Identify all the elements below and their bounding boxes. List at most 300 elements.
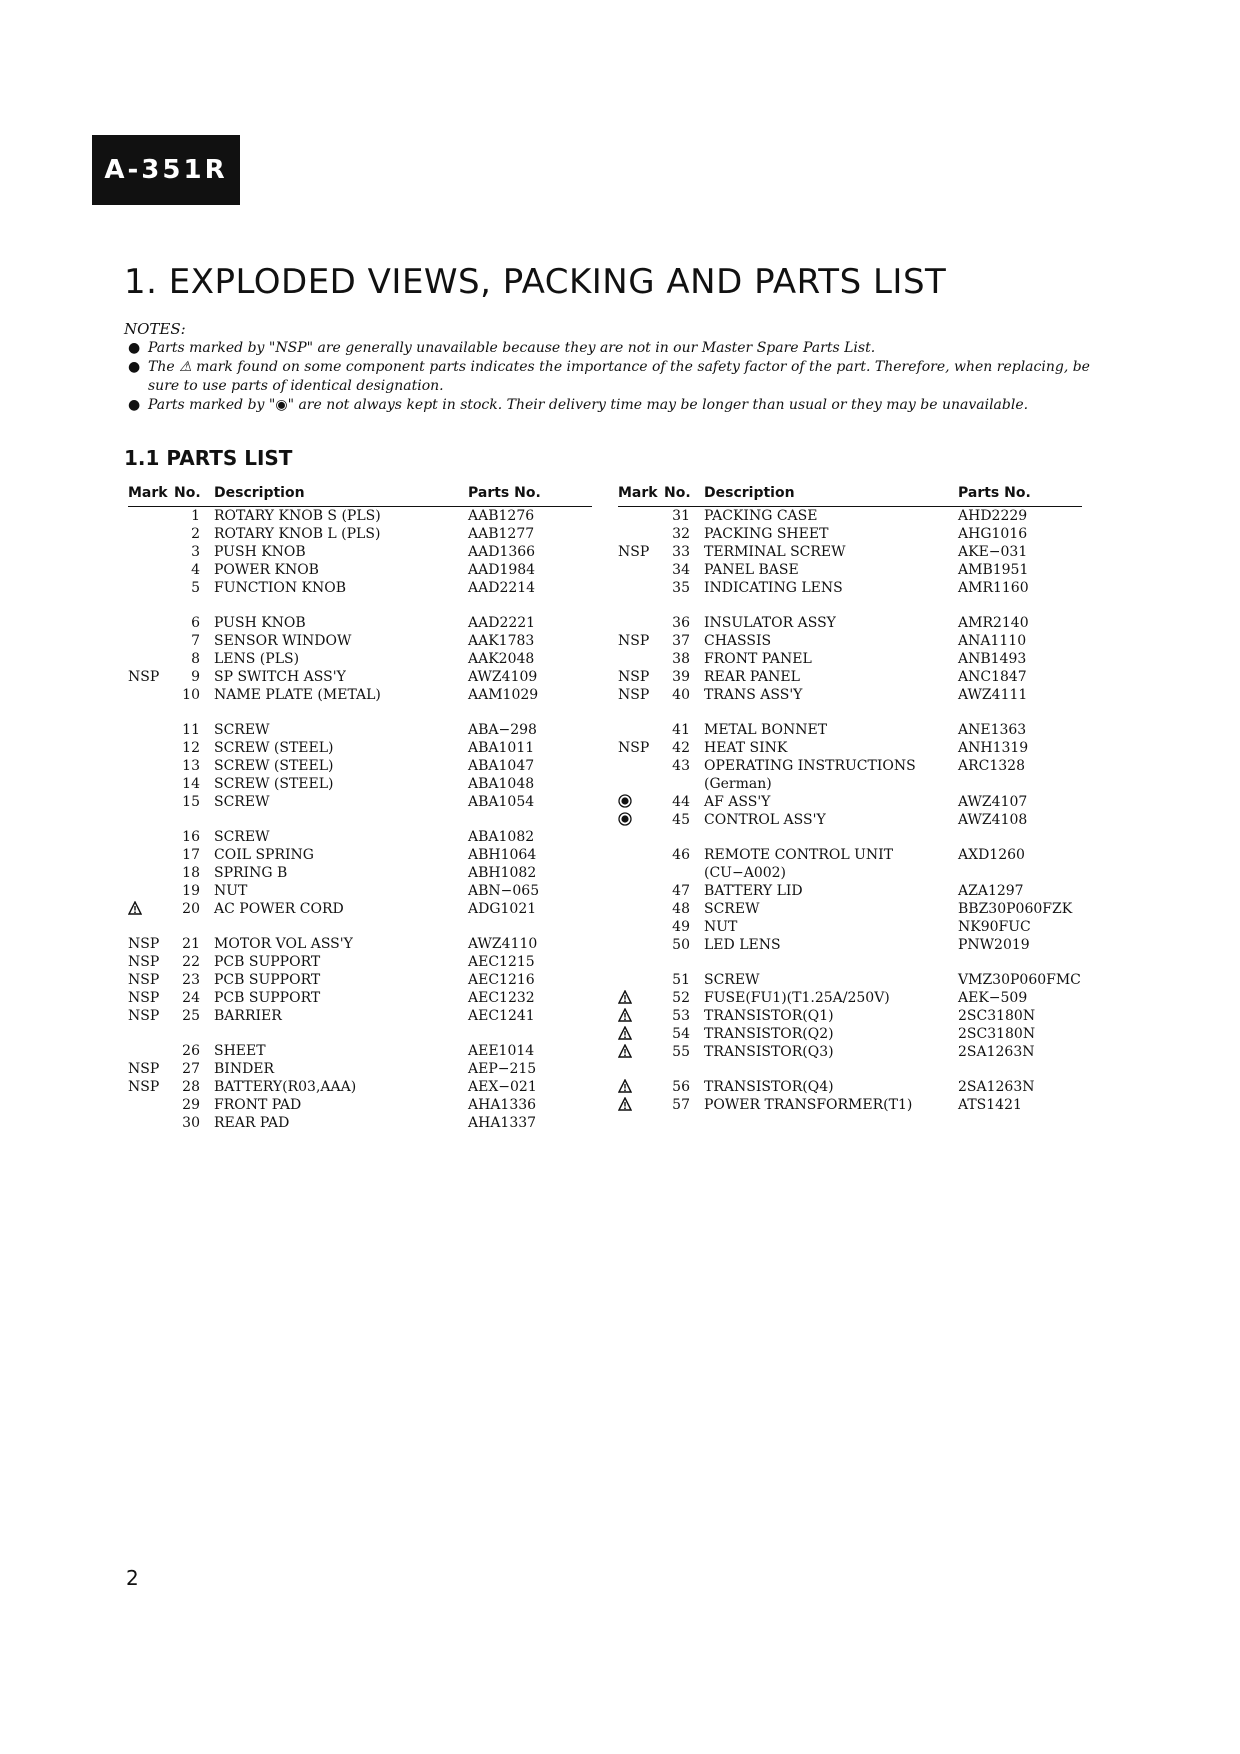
mark-cell [618, 507, 664, 526]
part-number: ARC1328 [958, 758, 1025, 774]
part-number: ABA1011 [468, 740, 535, 756]
item-description: SP SWITCH ASS'Y [214, 669, 346, 685]
mark-cell [618, 579, 664, 597]
part-number: AAD2214 [468, 580, 536, 596]
item-description: CHASSIS [704, 633, 772, 649]
item-number: 10 [182, 687, 200, 703]
stock-icon [618, 794, 632, 808]
table-row [128, 900, 592, 918]
item-number: 14 [182, 776, 200, 792]
item-number: 33 [672, 544, 690, 560]
stock-icon [618, 812, 632, 826]
table-row [618, 561, 1082, 579]
item-number: 55 [672, 1044, 690, 1060]
table-row [128, 1007, 592, 1025]
warning-icon [618, 1044, 632, 1058]
item-number: 48 [672, 901, 690, 917]
parts-table-left [128, 484, 592, 1132]
item-number: 51 [672, 972, 690, 988]
item-number: 25 [182, 1008, 200, 1024]
mark-cell: NSP [618, 669, 650, 685]
item-number: 6 [191, 615, 200, 631]
part-number: AEP−215 [468, 1061, 537, 1077]
item-description: SCREW (STEEL) [214, 776, 334, 792]
part-number: ANA1110 [958, 633, 1027, 649]
item-number: 15 [182, 794, 200, 810]
mark-cell: NSP [128, 1008, 160, 1024]
note-item [124, 339, 1124, 358]
mark-cell [128, 525, 174, 543]
bullet-icon: ● [128, 340, 141, 356]
mark-cell [618, 650, 664, 668]
item-number: 12 [182, 740, 200, 756]
item-description: BINDER [214, 1061, 275, 1077]
part-number: ABA1082 [468, 829, 535, 845]
mark-cell [128, 543, 174, 561]
item-description: SCREW [704, 972, 760, 988]
table-row [618, 1025, 1082, 1043]
item-number: 41 [672, 722, 690, 738]
mark-cell [618, 989, 664, 1007]
table-row [618, 793, 1082, 811]
mark-cell [128, 579, 174, 597]
item-number: 56 [672, 1079, 690, 1095]
item-description: REAR PAD [214, 1115, 290, 1131]
item-description: TRANS ASS'Y [704, 687, 803, 703]
item-number: 21 [182, 936, 200, 952]
part-number: AWZ4107 [958, 794, 1028, 810]
table-row [128, 650, 592, 668]
item-number: 37 [672, 633, 690, 649]
part-number: ABA−298 [468, 722, 537, 738]
item-number: 49 [672, 919, 690, 935]
table-row [128, 1060, 592, 1078]
note-text: Parts marked by "◉" are not always kept in stock. Their delivery time may be longer than usual or they may be unavailable. [148, 397, 1029, 413]
page-title: 1. EXPLODED VIEWS, PACKING AND PARTS LIST [124, 262, 947, 302]
bullet-icon: ● [128, 397, 141, 413]
item-description: PACKING CASE [704, 508, 818, 524]
note-text: The ⚠ mark found on some component parts indicates the importance of the safety factor of the part. Therefore, when replacing, be sure to use parts of identical designation. [148, 359, 1090, 394]
item-description: TERMINAL SCREW [704, 544, 846, 560]
item-number: 24 [182, 990, 200, 1006]
part-number: AHD2229 [958, 508, 1028, 524]
mark-cell [618, 1025, 664, 1043]
mark-cell [128, 650, 174, 668]
mark-cell [128, 900, 174, 918]
part-number: AEC1232 [468, 990, 535, 1006]
part-number: AAK2048 [468, 651, 535, 667]
mark-cell [128, 739, 174, 757]
bullet-icon: ● [128, 359, 141, 375]
item-description: SCREW [214, 794, 270, 810]
table-row [128, 543, 592, 561]
header-mark: Mark [128, 484, 174, 507]
mark-cell [618, 829, 664, 864]
table-row [128, 757, 592, 775]
item-description: PUSH KNOB [214, 544, 306, 560]
part-number: ADG1021 [468, 901, 537, 917]
item-description: CONTROL ASS'Y [704, 812, 826, 828]
mark-cell [128, 864, 174, 882]
part-number: AMR2140 [958, 615, 1029, 631]
item-number: 30 [182, 1115, 200, 1131]
table-row [618, 900, 1082, 918]
item-description: AC POWER CORD [214, 901, 344, 917]
table-row [618, 597, 1082, 632]
mark-cell [618, 900, 664, 918]
item-number: 42 [672, 740, 690, 756]
item-description: BATTERY(R03,AAA) [214, 1079, 357, 1095]
table-row [128, 882, 592, 900]
item-number: 18 [182, 865, 200, 881]
item-number: 20 [182, 901, 200, 917]
table-row [618, 1096, 1082, 1114]
part-number: ABA1048 [468, 776, 535, 792]
item-number: 32 [672, 526, 690, 542]
part-number: AXD1260 [958, 847, 1025, 863]
item-description: TRANSISTOR(Q3) [704, 1044, 834, 1060]
item-description: PCB SUPPORT [214, 972, 321, 988]
table-row [618, 954, 1082, 989]
item-description: BATTERY LID [704, 883, 803, 899]
table-row [618, 525, 1082, 543]
item-description: SCREW (STEEL) [214, 758, 334, 774]
item-description: PCB SUPPORT [214, 990, 321, 1006]
mark-cell [618, 936, 664, 954]
item-description: FRONT PAD [214, 1097, 302, 1113]
mark-cell [128, 686, 174, 704]
item-number: 9 [191, 669, 200, 685]
warning-icon [618, 1026, 632, 1040]
item-description: OPERATING INSTRUCTIONS [704, 758, 916, 774]
item-description: SCREW [214, 722, 270, 738]
mark-cell [128, 775, 174, 793]
part-number: AEX−021 [468, 1079, 537, 1095]
mark-cell: NSP [128, 669, 160, 685]
item-description: FUNCTION KNOB [214, 580, 346, 596]
item-description: NUT [214, 883, 248, 899]
part-number: VMZ30P060FMC [958, 972, 1081, 988]
mark-cell [128, 1114, 174, 1132]
part-number: NK90FUC [958, 919, 1031, 935]
item-description: (CU−A002) [704, 865, 786, 881]
mark-cell [128, 793, 174, 811]
item-description: PUSH KNOB [214, 615, 306, 631]
header-parts-no: Parts No. [958, 484, 1082, 507]
item-description: ROTARY KNOB S (PLS) [214, 508, 381, 524]
table-row [618, 543, 1082, 561]
item-number [664, 864, 704, 882]
mark-cell [128, 846, 174, 864]
table-row [618, 739, 1082, 757]
item-number: 34 [672, 562, 690, 578]
part-number: ABN−065 [468, 883, 540, 899]
mark-cell [618, 864, 664, 882]
part-number: AHA1336 [468, 1097, 537, 1113]
part-number: AWZ4111 [958, 687, 1028, 703]
table-row [618, 918, 1082, 936]
header-description: Description [704, 484, 958, 507]
warning-icon [128, 901, 142, 915]
item-description: REAR PANEL [704, 669, 800, 685]
notes-heading: NOTES: [124, 320, 186, 338]
item-number: 7 [191, 633, 200, 649]
item-description: INSULATOR ASSY [704, 615, 836, 631]
item-number: 11 [182, 722, 200, 738]
mark-cell [128, 704, 174, 739]
header-parts-no: Parts No. [468, 484, 592, 507]
item-description: MOTOR VOL ASS'Y [214, 936, 353, 952]
table-row [128, 775, 592, 793]
table-row [618, 882, 1082, 900]
item-number [664, 775, 704, 793]
item-number: 22 [182, 954, 200, 970]
note-item [124, 358, 1124, 396]
table-row [128, 864, 592, 882]
part-number [958, 864, 1082, 882]
part-number: AWZ4108 [958, 812, 1028, 828]
item-description: PACKING SHEET [704, 526, 829, 542]
item-number: 47 [672, 883, 690, 899]
item-number: 1 [191, 508, 200, 524]
item-description: TRANSISTOR(Q2) [704, 1026, 834, 1042]
mark-cell: NSP [128, 990, 160, 1006]
item-number: 31 [672, 508, 690, 524]
table-row [618, 757, 1082, 775]
item-number: 43 [672, 758, 690, 774]
item-number: 13 [182, 758, 200, 774]
item-number: 44 [672, 794, 690, 810]
part-number: BBZ30P060FZK [958, 901, 1073, 917]
mark-cell [618, 954, 664, 989]
item-description: AF ASS'Y [704, 794, 771, 810]
part-number: 2SA1263N [958, 1079, 1035, 1095]
mark-cell [128, 811, 174, 846]
notes-block [124, 320, 1124, 415]
mark-cell [618, 882, 664, 900]
item-number: 17 [182, 847, 200, 863]
table-row [618, 775, 1082, 793]
mark-cell [618, 793, 664, 811]
part-number: AAK1783 [468, 633, 535, 649]
model-tag [92, 135, 240, 205]
mark-cell [128, 561, 174, 579]
table-row [618, 668, 1082, 686]
item-number: 35 [672, 580, 690, 596]
warning-icon [618, 1008, 632, 1022]
mark-cell [618, 1007, 664, 1025]
item-number: 54 [672, 1026, 690, 1042]
table-row [618, 989, 1082, 1007]
part-number: AAD1366 [468, 544, 536, 560]
item-number: 19 [182, 883, 200, 899]
part-number: ATS1421 [958, 1097, 1022, 1113]
mark-cell: NSP [128, 1061, 160, 1077]
part-number: AHG1016 [958, 526, 1028, 542]
model-label: A-351R [104, 155, 228, 185]
item-description: FRONT PANEL [704, 651, 812, 667]
mark-cell [128, 1096, 174, 1114]
item-description: POWER KNOB [214, 562, 319, 578]
warning-icon [618, 1079, 632, 1093]
table-row [128, 953, 592, 971]
table-row [618, 579, 1082, 597]
table-row [128, 1114, 592, 1132]
table-row [618, 704, 1082, 739]
table-row [128, 597, 592, 632]
table-row [128, 525, 592, 543]
item-number: 57 [672, 1097, 690, 1113]
mark-cell [618, 525, 664, 543]
part-number: ANC1847 [958, 669, 1027, 685]
table-row [128, 739, 592, 757]
table-row [618, 1043, 1082, 1061]
item-description: BARRIER [214, 1008, 282, 1024]
item-number: 29 [182, 1097, 200, 1113]
part-number: AWZ4109 [468, 669, 538, 685]
part-number: ANB1493 [958, 651, 1027, 667]
header-no: No. [174, 484, 214, 507]
table-row [128, 846, 592, 864]
item-description: HEAT SINK [704, 740, 788, 756]
part-number: ABH1082 [468, 865, 537, 881]
part-number: 2SA1263N [958, 1044, 1035, 1060]
item-description: TRANSISTOR(Q4) [704, 1079, 834, 1095]
table-row [128, 704, 592, 739]
item-number: 26 [182, 1043, 200, 1059]
table-row [128, 989, 592, 1007]
table-row [128, 686, 592, 704]
mark-cell: NSP [128, 972, 160, 988]
header-mark: Mark [618, 484, 664, 507]
part-number: AMR1160 [958, 580, 1029, 596]
item-number: 28 [182, 1079, 200, 1095]
item-description: SENSOR WINDOW [214, 633, 352, 649]
table-row [128, 793, 592, 811]
mark-cell [128, 757, 174, 775]
item-description: COIL SPRING [214, 847, 314, 863]
note-item [124, 396, 1124, 415]
mark-cell: NSP [128, 1079, 160, 1095]
table-row [618, 1061, 1082, 1096]
mark-cell [128, 507, 174, 526]
part-number: AHA1337 [468, 1115, 537, 1131]
item-description: PANEL BASE [704, 562, 799, 578]
parts-table-right [618, 484, 1082, 1114]
mark-cell: NSP [128, 936, 160, 952]
mark-cell [618, 918, 664, 936]
part-number: ABH1064 [468, 847, 537, 863]
item-number: 4 [191, 562, 200, 578]
item-description: POWER TRANSFORMER(T1) [704, 1097, 913, 1113]
mark-cell [618, 1096, 664, 1114]
table-row [128, 632, 592, 650]
header-no: No. [664, 484, 704, 507]
mark-cell [618, 757, 664, 775]
table-row [128, 971, 592, 989]
table-row [128, 811, 592, 846]
table-row [618, 632, 1082, 650]
section-title: 1.1 PARTS LIST [124, 446, 293, 470]
mark-cell [128, 1025, 174, 1060]
item-number: 2 [191, 526, 200, 542]
mark-cell [618, 561, 664, 579]
part-number: AAD2221 [468, 615, 536, 631]
header-description: Description [214, 484, 468, 507]
part-number: 2SC3180N [958, 1026, 1036, 1042]
mark-cell [128, 882, 174, 900]
table-row [618, 1007, 1082, 1025]
item-description: INDICATING LENS [704, 580, 843, 596]
item-description: SCREW [704, 901, 760, 917]
page-number: 2 [126, 1566, 139, 1590]
mark-cell: NSP [618, 740, 650, 756]
item-description: PCB SUPPORT [214, 954, 321, 970]
part-number: ANE1363 [958, 722, 1027, 738]
mark-cell: NSP [618, 544, 650, 560]
mark-cell [618, 811, 664, 829]
part-number: ABA1047 [468, 758, 535, 774]
part-number [958, 775, 1082, 793]
mark-cell: NSP [128, 954, 160, 970]
item-description: SCREW (STEEL) [214, 740, 334, 756]
item-number: 38 [672, 651, 690, 667]
item-description: NAME PLATE (METAL) [214, 687, 381, 703]
part-number: AEC1216 [468, 972, 535, 988]
note-text: Parts marked by "NSP" are generally unavailable because they are not in our Master Spare Parts List. [148, 340, 876, 356]
item-description: SPRING B [214, 865, 288, 881]
item-description: SHEET [214, 1043, 266, 1059]
part-number: AWZ4110 [468, 936, 538, 952]
table-row [128, 507, 592, 526]
item-number: 5 [191, 580, 200, 596]
item-number: 8 [191, 651, 200, 667]
item-description: LED LENS [704, 937, 781, 953]
mark-cell [618, 775, 664, 793]
part-number: AAB1277 [468, 526, 535, 542]
mark-cell [128, 597, 174, 632]
mark-cell [618, 704, 664, 739]
item-number: 45 [672, 812, 690, 828]
part-number: AMB1951 [958, 562, 1029, 578]
table-row [618, 650, 1082, 668]
item-number: 16 [182, 829, 200, 845]
item-number: 53 [672, 1008, 690, 1024]
mark-cell [618, 1043, 664, 1061]
part-number: AEC1241 [468, 1008, 535, 1024]
item-description: ROTARY KNOB L (PLS) [214, 526, 381, 542]
table-row [618, 811, 1082, 829]
table-row [618, 864, 1082, 882]
part-number: AKE−031 [958, 544, 1028, 560]
parts-table-right-body [618, 507, 1082, 1115]
part-number: AAB1276 [468, 508, 535, 524]
part-number: AEC1215 [468, 954, 535, 970]
part-number: AEE1014 [468, 1043, 535, 1059]
item-number: 52 [672, 990, 690, 1006]
mark-cell: NSP [618, 633, 650, 649]
table-row [128, 579, 592, 597]
item-description: NUT [704, 919, 738, 935]
notes-list [124, 339, 1124, 415]
item-description: REMOTE CONTROL UNIT [704, 847, 894, 863]
item-number: 23 [182, 972, 200, 988]
item-description: LENS (PLS) [214, 651, 300, 667]
table-row [128, 918, 592, 953]
part-number: AEK−509 [958, 990, 1028, 1006]
warning-icon [618, 990, 632, 1004]
part-number: PNW2019 [958, 937, 1030, 953]
